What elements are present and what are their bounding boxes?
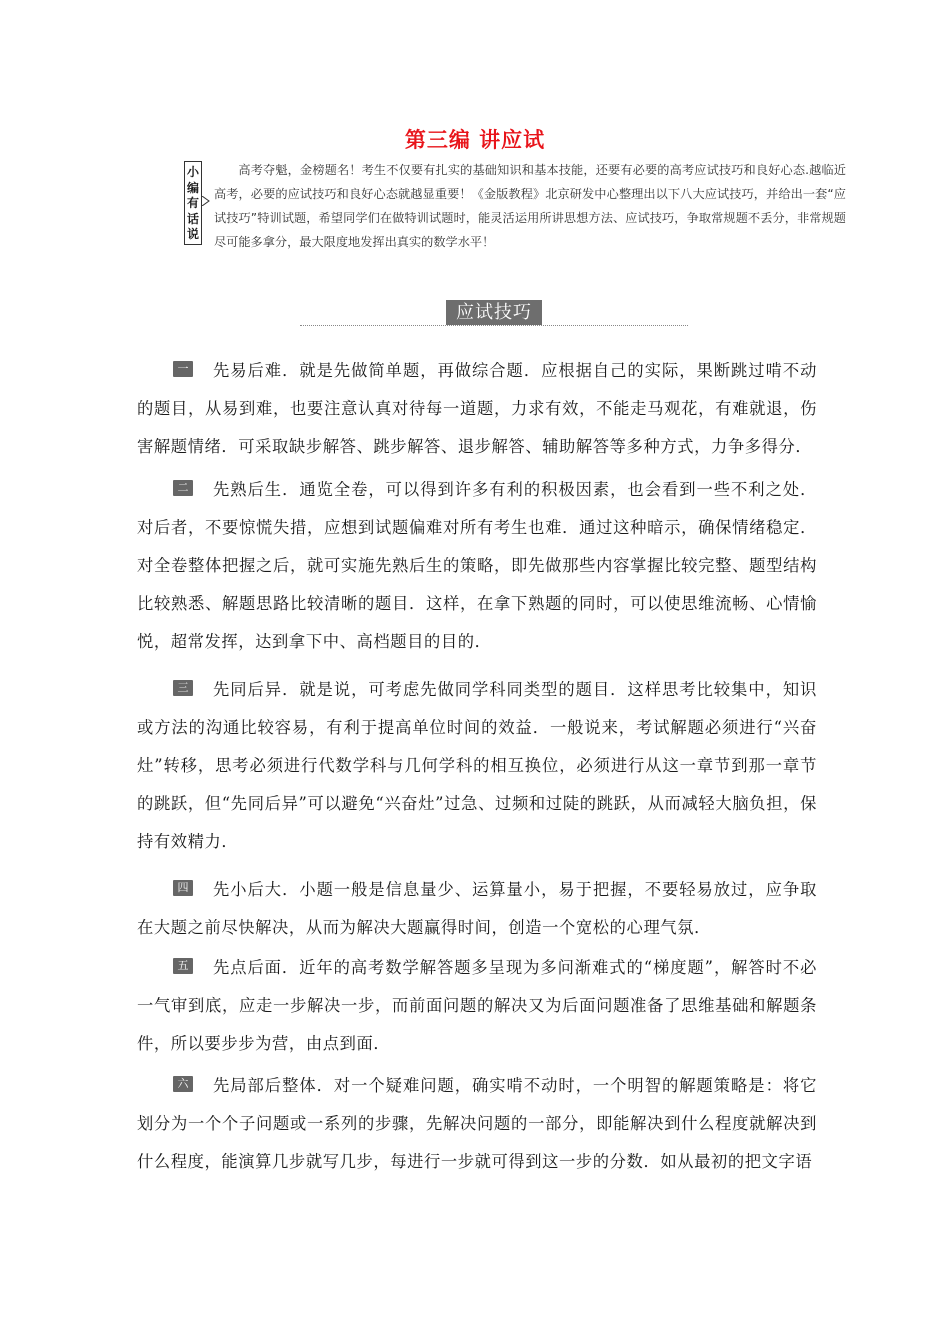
tip-paragraph	[137, 671, 817, 861]
item-marker: 一	[173, 361, 193, 377]
item-marker: 六	[173, 1076, 193, 1092]
tip-text: 先同后异．就是说，可考虑先做同学科同类型的题目．这样思考比较集中，知识或方法的沟通比较容易，有利于提高单位时间的效益．一般说来，考试解题必须进行“兴奋灶”转移，思考必须进行代数学科与几何学科的相互换位，必须进行从这一章节到那一章节的跳跃，但“先同后异”可以避免“兴奋灶”过急、过频和过陡的跳跃，从而减轻大脑负担，保持有效精力．	[137, 680, 817, 851]
section-label: 应试技巧	[446, 300, 542, 325]
editor-note-tag: 小编有话说	[184, 161, 202, 245]
editor-note-text: 高考夺魁，金榜题名！考生不仅要有扎实的基础知识和基本技能，还要有必要的高考应试技巧和良好心态.越临近高考，必要的应试技巧和良好心态就越显重要！《金版教程》北京研发中心整理出以下八大应试技巧，并给出一套“应试技巧”特训试题，希望同学们在做特训试题时，能灵活运用所讲思想方法、应试技巧，争取常规题不丢分，非常规题尽可能多拿分，最大限度地发挥出真实的数学水平！	[214, 163, 846, 249]
tip-paragraph	[137, 471, 817, 661]
note-pointer-icon	[202, 196, 210, 206]
tip-paragraph	[137, 949, 817, 1063]
tip-text: 先小后大．小题一般是信息量少、运算量小，易于把握，不要轻易放过，应争取在大题之前尽快解决，从而为解决大题赢得时间，创造一个宽松的心理气氛．	[137, 880, 817, 937]
item-marker: 三	[173, 680, 193, 696]
item-marker: 二	[173, 480, 193, 496]
item-marker: 五	[173, 958, 193, 974]
tip-text: 先局部后整体．对一个疑难问题，确实啃不动时，一个明智的解题策略是：将它划分为一个个子问题或一系列的步骤，先解决问题的一部分，即能解决到什么程度就解决到什么程度，能演算几步就写几步，每进行一步就可得到这一步的分数．如从最初的把文字语	[137, 1076, 817, 1171]
section-divider	[300, 325, 688, 326]
tip-text: 先点后面．近年的高考数学解答题多呈现为多问渐难式的“梯度题”，解答时不必一气审到底，应走一步解决一步，而前面问题的解决又为后面问题准备了思维基础和解题条件，所以要步步为营，由点到面．	[137, 958, 817, 1053]
page-title: 第三编 讲应试	[404, 128, 546, 152]
tip-paragraph	[137, 871, 817, 947]
tip-text: 先易后难．就是先做简单题，再做综合题．应根据自己的实际，果断跳过啃不动的题目，从易到难，也要注意认真对待每一道题，力求有效，不能走马观花，有难就退，伤害解题情绪．可采取缺步解答、跳步解答、退步解答、辅助解答等多种方式，力争多得分．	[137, 361, 817, 456]
tip-text: 先熟后生．通览全卷，可以得到许多有利的积极因素，也会看到一些不利之处．对后者，不要惊慌失措，应想到试题偏难对所有考生也难．通过这种暗示，确保情绪稳定．对全卷整体把握之后，就可实施先熟后生的策略，即先做那些内容掌握比较完整、题型结构比较熟悉、解题思路比较清晰的题目．这样，在拿下熟题的同时，可以使思维流畅、心情愉悦，超常发挥，达到拿下中、高档题目的目的．	[137, 480, 817, 651]
tip-paragraph	[137, 352, 817, 466]
tip-paragraph	[137, 1067, 817, 1181]
section-header	[300, 300, 688, 330]
item-marker: 四	[173, 880, 193, 896]
